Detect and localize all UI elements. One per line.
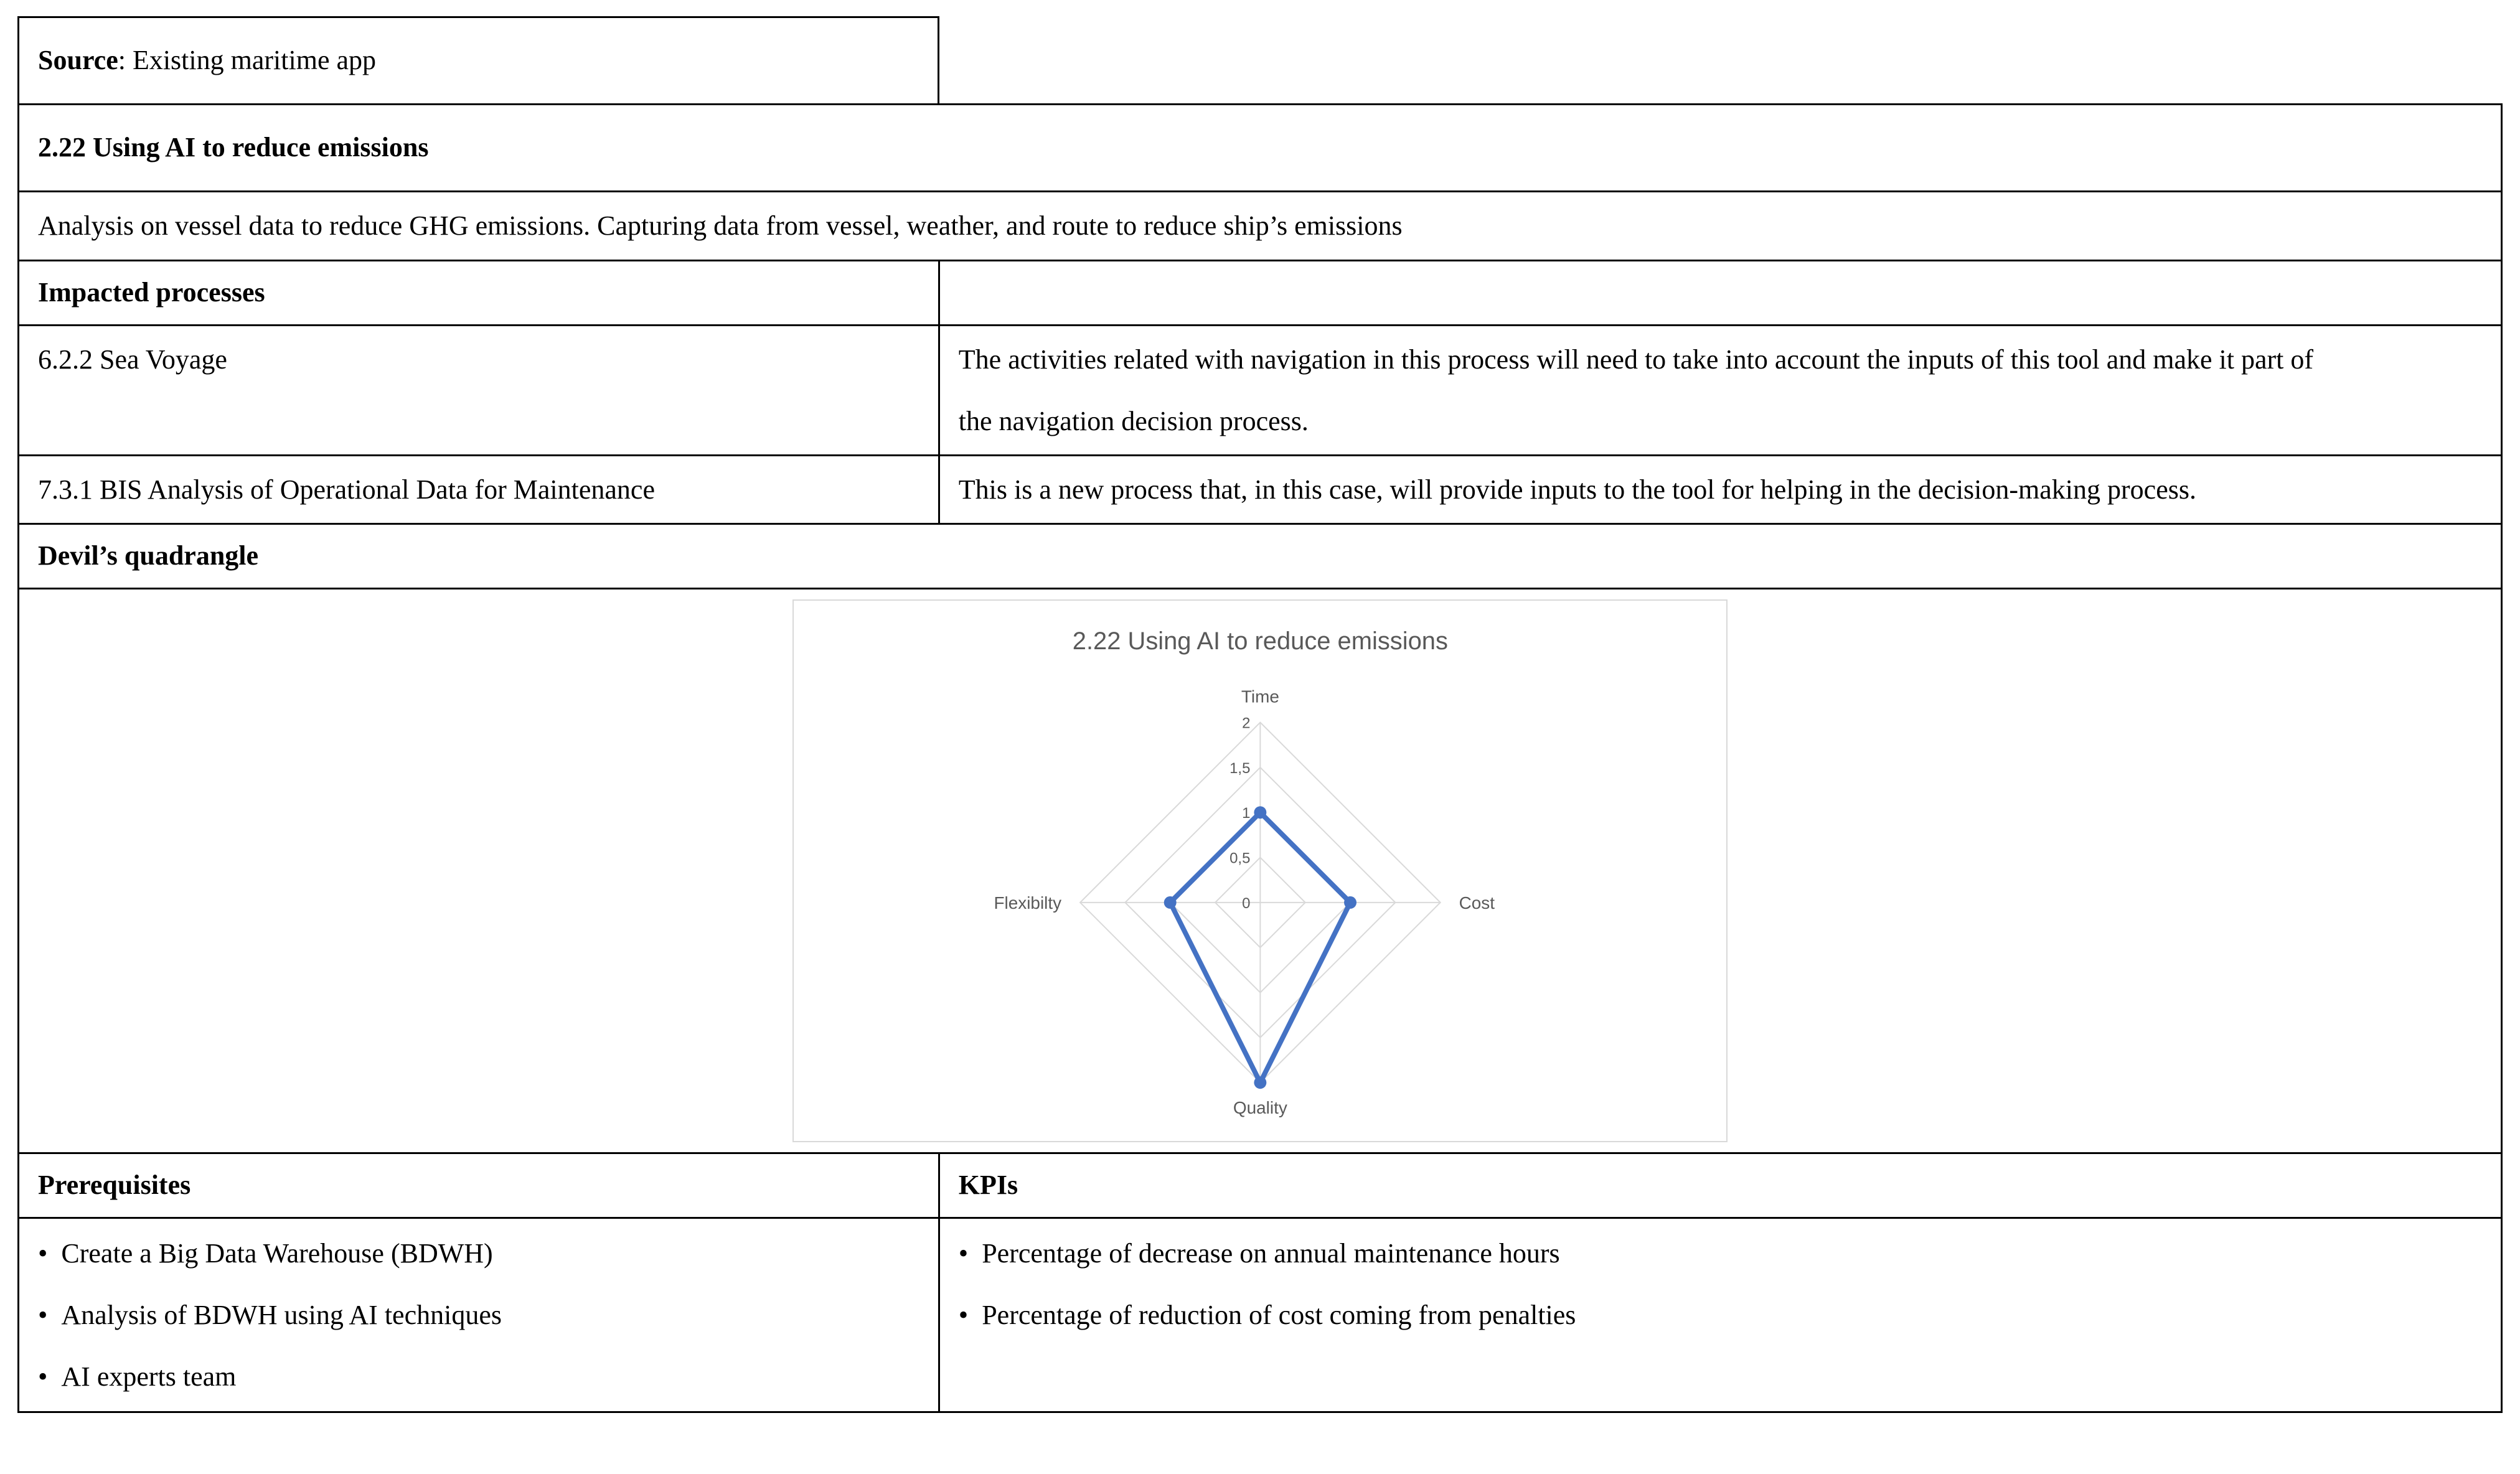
svg-text:0: 0: [1241, 894, 1251, 912]
svg-text:1: 1: [1241, 805, 1251, 822]
kpi-item-text: Percentage of decrease on annual maintenance hours: [982, 1237, 1560, 1269]
source-row: [17, 16, 2503, 103]
svg-text:2: 2: [1241, 715, 1251, 732]
bullet-icon: [959, 1284, 982, 1346]
bullet-icon: [38, 1346, 61, 1407]
section-description-row: [17, 190, 2503, 260]
svg-text:Cost: Cost: [1459, 893, 1495, 913]
impacted-processes-header-row: [17, 260, 2503, 324]
kpi-item-text: Percentage of reduction of cost coming from penalties: [982, 1299, 1576, 1330]
kpi-item: [959, 1223, 2482, 1284]
source-label: Source: [38, 45, 118, 75]
svg-text:Flexibilty: Flexibilty: [994, 893, 1061, 913]
radar-chart-box: [792, 599, 1728, 1142]
kpi-item: [959, 1284, 2482, 1346]
prerequisite-item: [38, 1284, 919, 1346]
svg-text:2.22 Using AI to reduce emissi: 2.22 Using AI to reduce emissions: [1072, 627, 1448, 655]
svg-text:Quality: Quality: [1233, 1098, 1287, 1118]
impacted-processes-header: Impacted processes: [19, 261, 940, 324]
devils-quadrangle-header-row: [17, 523, 2503, 588]
process-name-2: 7.3.1 BIS Analysis of Operational Data for Maintenance: [19, 456, 940, 523]
prerequisites-kpis-body-row: [17, 1217, 2503, 1413]
process-impact-2: This is a new process that, in this case, will provide inputs to the tool for helping in the decision-making process.: [958, 474, 2196, 505]
prerequisite-item-text: Analysis of BDWH using AI techniques: [61, 1299, 502, 1330]
kpis-list: [940, 1219, 2501, 1411]
chart-row: [17, 588, 2503, 1152]
source-cell: [17, 16, 939, 103]
section-description: Analysis on vessel data to reduce GHG emissions. Capturing data from vessel, weather, and route to reduce ship’s emissions: [38, 210, 1403, 241]
svg-text:1,5: 1,5: [1229, 759, 1251, 777]
svg-text:Time: Time: [1241, 687, 1279, 706]
prerequisite-item: [38, 1346, 919, 1407]
svg-text:0,5: 0,5: [1229, 850, 1251, 867]
prerequisites-kpis-header-row: [17, 1152, 2503, 1217]
kpis-header: KPIs: [958, 1169, 1018, 1200]
section-title: 2.22 Using AI to reduce emissions: [38, 131, 429, 162]
use-case-table: [17, 16, 2503, 1413]
process-name-1: 6.2.2 Sea Voyage: [19, 326, 940, 454]
process-row-1: [17, 324, 2503, 454]
devils-quadrangle-radar-chart: [794, 601, 1727, 1141]
section-title-row: [17, 103, 2503, 190]
process-row-2: [17, 454, 2503, 523]
prerequisite-item-text: AI experts team: [61, 1361, 237, 1392]
process-impact-1: The activities related with navigation in this process will need to take into account the inputs of this tool and make it part of the navigation decision process.: [958, 344, 2314, 437]
source-value: : Existing maritime app: [118, 45, 376, 75]
prerequisite-item-text: Create a Big Data Warehouse (BDWH): [61, 1237, 493, 1269]
impacted-processes-header-empty-cell: [940, 261, 2501, 324]
prerequisites-list: [19, 1219, 940, 1411]
prerequisites-header: Prerequisites: [19, 1154, 940, 1217]
bullet-icon: [38, 1223, 61, 1284]
devils-quadrangle-header: Devil’s quadrangle: [38, 540, 259, 571]
bullet-icon: [959, 1223, 982, 1284]
bullet-icon: [38, 1284, 61, 1346]
prerequisite-item: [38, 1223, 919, 1284]
